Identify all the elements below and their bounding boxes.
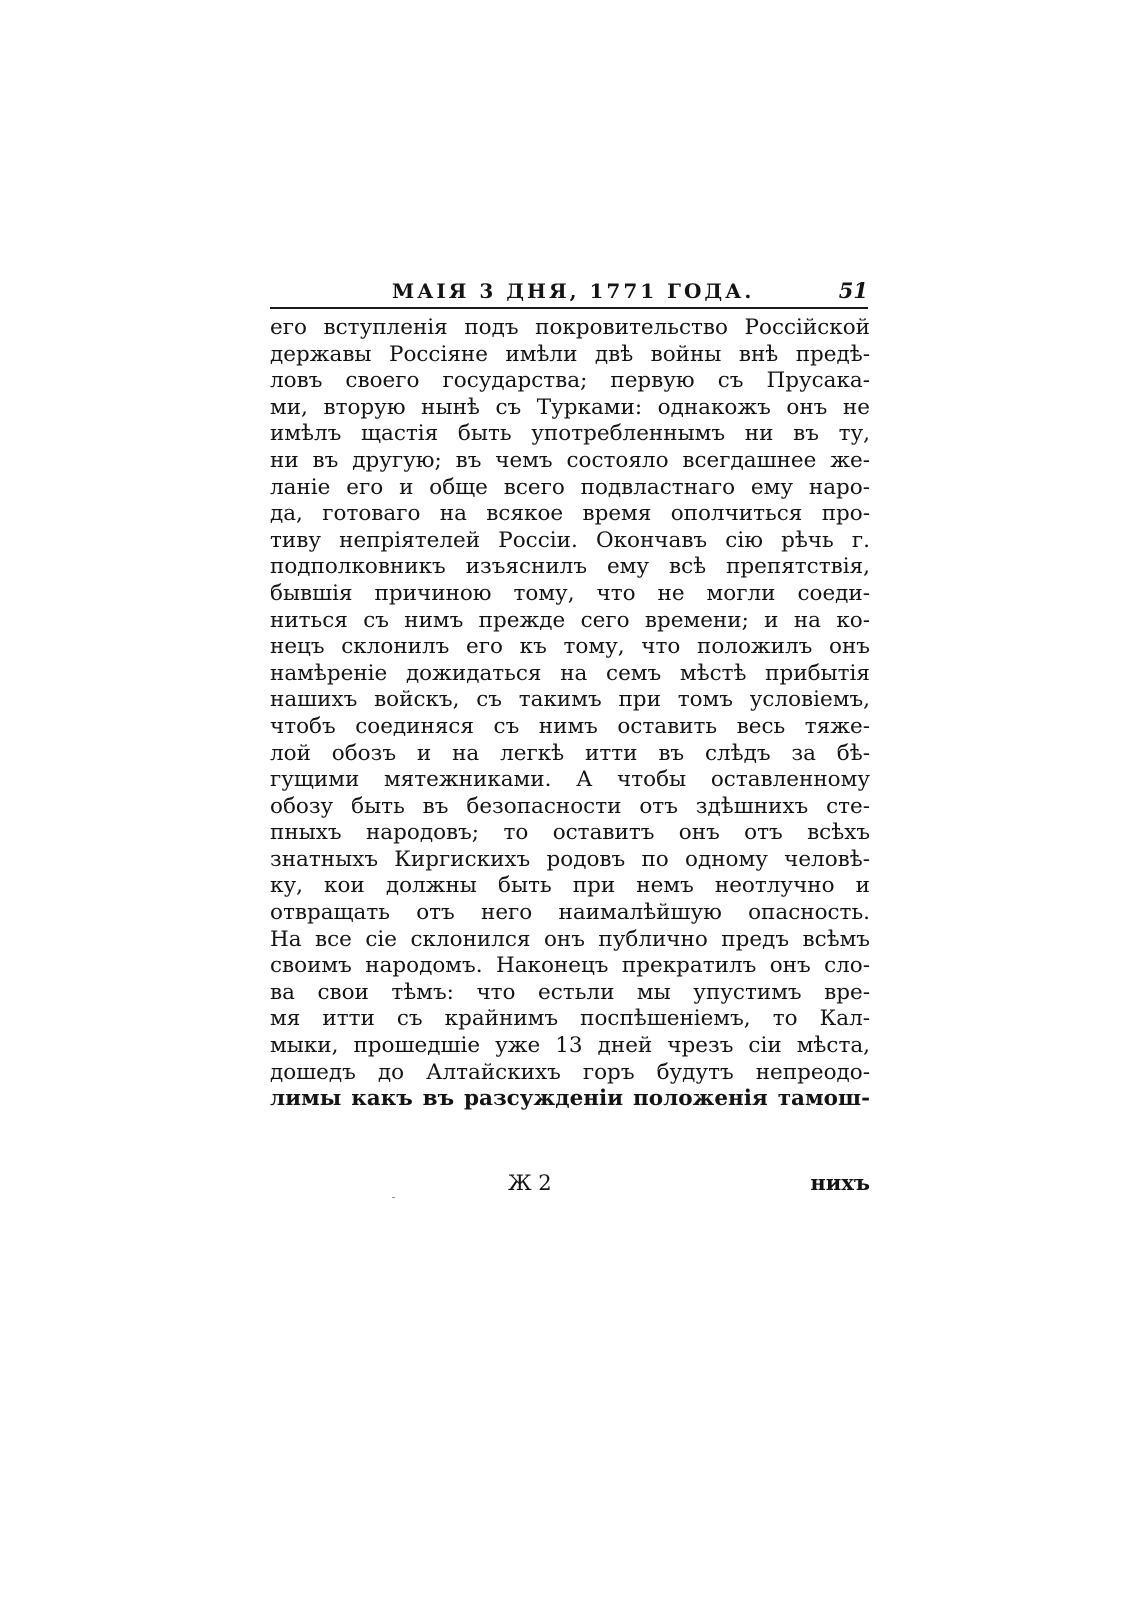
- text-line: бывшія причиною тому, что не могли соеди-: [270, 580, 870, 606]
- text-line: тиву непріятелей Россіи. Окончавъ сію рѣчь г.: [270, 527, 870, 553]
- text-line: ва свои тѣмъ: что естьли мы упустимъ вре-: [270, 979, 870, 1005]
- text-line: ми, вторую нынѣ съ Турками: однакожъ онъ не: [270, 394, 870, 420]
- header-rule: [270, 307, 868, 309]
- text-line: знатныхъ Киргискихъ родовъ по одному человѣ-: [270, 846, 870, 872]
- text-line: ловъ своего государства; первую съ Прусака-: [270, 368, 870, 394]
- text-line: имѣлъ щастія быть употребленнымъ ни въ ту,: [270, 421, 870, 447]
- page-number: 51: [838, 278, 868, 303]
- text-line: ниться съ нимъ прежде сего времени; и на ко-: [270, 607, 870, 633]
- text-line: нецъ склонилъ его къ тому, что положилъ онъ: [270, 634, 870, 660]
- text-line: мя итти съ крайнимъ поспѣшеніемъ, то Кал-: [270, 1006, 870, 1032]
- text-line: нашихъ войскъ, съ такимъ при томъ условіемъ,: [270, 687, 870, 713]
- text-line: подполковникъ изъяснилъ ему всѣ препятствія,: [270, 554, 870, 580]
- body-text-block: [270, 315, 870, 1113]
- text-line: его вступленія подъ покровительство Россійской: [270, 315, 870, 340]
- text-line: намѣреніе дожидаться на семъ мѣстѣ прибытія: [270, 660, 870, 686]
- text-line: лой обозъ и на легкѣ итти въ слѣдъ за бѣ-: [270, 740, 870, 766]
- text-line: лимы какъ въ разсужденіи положенія тамош-: [270, 1086, 870, 1112]
- text-line: гущими мятежниками. А чтобы оставленному: [270, 767, 870, 793]
- text-line: своимъ народомъ. Наконецъ прекратилъ онъ сло-: [270, 953, 870, 979]
- text-line: ланіе его и обще всего подвластнаго ему наро-: [270, 474, 870, 500]
- text-line: пныхъ народовъ; то оставитъ онъ отъ всѣхъ: [270, 820, 870, 846]
- text-line: На все сіе склонился онъ публично предъ всѣмъ: [270, 926, 870, 952]
- text-line: дошедъ до Алтайскихъ горъ будутъ непреодо-: [270, 1059, 870, 1085]
- text-line: обозу быть въ безопасности отъ здѣшнихъ сте-: [270, 793, 870, 819]
- text-line: ни въ другую; въ чемъ состояло всегдашнее же-: [270, 447, 870, 473]
- text-line: державы Россіяне имѣли двѣ войны внѣ предѣ-: [270, 341, 870, 367]
- paper-speck: [392, 1197, 395, 1198]
- signature-mark: Ж 2: [508, 1171, 552, 1195]
- running-title: МАІЯ 3 ДНЯ, 1771 ГОДА.: [392, 279, 755, 303]
- text-line: да, готоваго на всякое время ополчиться про-: [270, 501, 870, 527]
- text-line: чтобъ соединяся съ нимъ оставить весь тяже-: [270, 713, 870, 739]
- text-line: мыки, прошедшіе уже 13 дней чрезъ сіи мѣста,: [270, 1033, 870, 1059]
- catchword: нихъ: [810, 1170, 870, 1195]
- text-line: ку, кои должны быть при немъ неотлучно и: [270, 873, 870, 899]
- text-line: отвращать отъ него наималѣйшую опасность.: [270, 900, 870, 926]
